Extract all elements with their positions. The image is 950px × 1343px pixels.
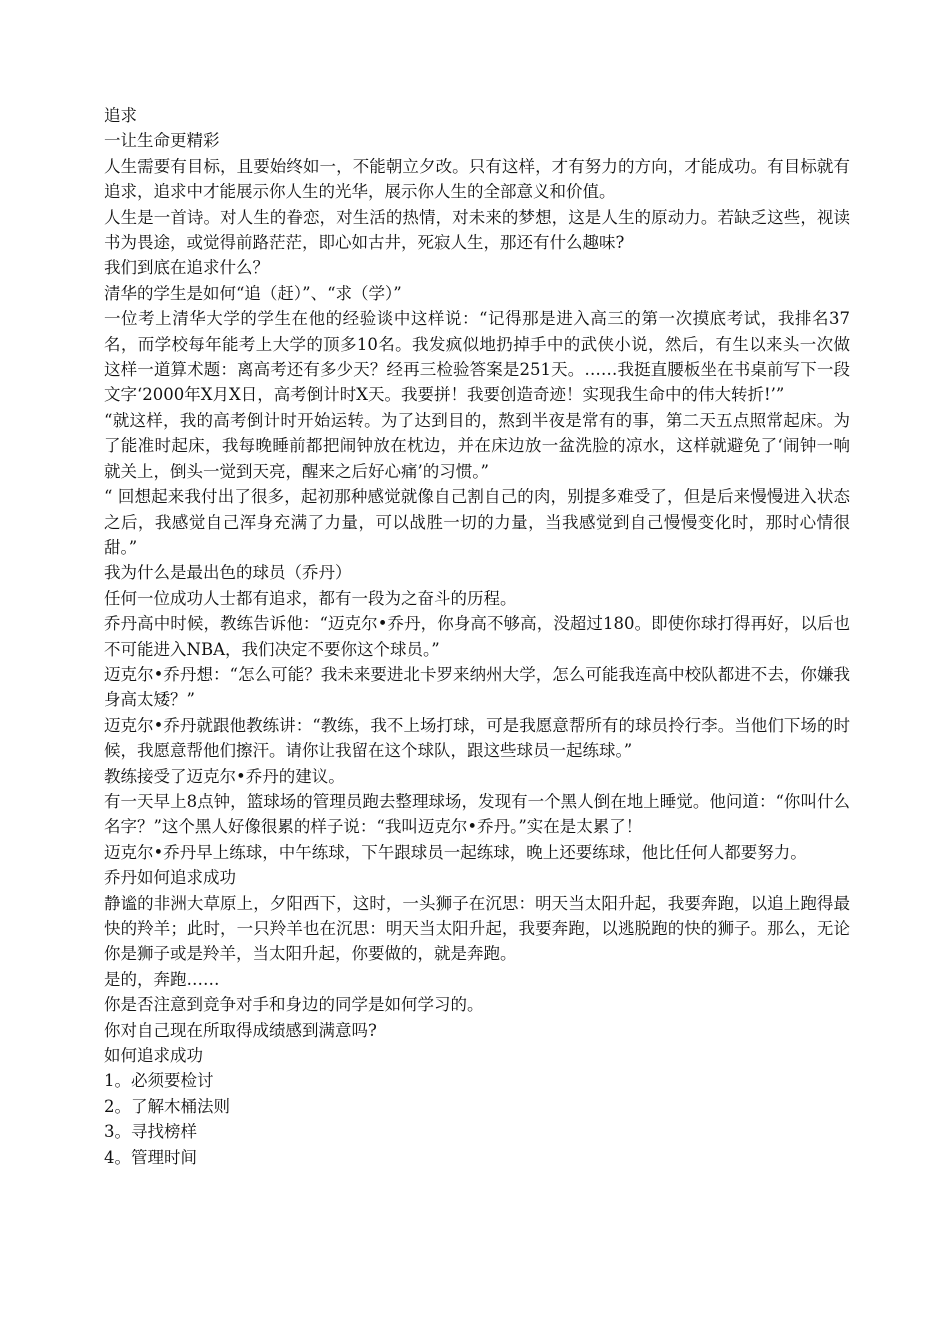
paragraph: “ 回想起来我付出了很多，起初那种感觉就像自己割自己的肉，别提多难受了，但是后来慢慢进入状态之后，我感觉自己浑身充满了力量，可以战胜一切的力量，当我感觉到自己慢慢变化时，那时心情很甜。” (104, 487, 850, 557)
paragraph: “就这样，我的高考倒计时开始运转。为了达到目的，熬到半夜是常有的事，第二天五点照常起床。为了能准时起床，我每晚睡前都把闹钟放在枕边，并在床边放一盆洗脸的凉水，这样就避免了‘闹钟一响就关上，倒头一觉到天亮，醒来之后好心痛’的习惯。” (104, 410, 850, 481)
paragraph: 你是否注意到竞争对手和身边的同学是如何学习的。 (104, 995, 484, 1015)
section-heading: 清华的学生是如何“追（赶）”、“求（学）” (104, 283, 402, 303)
paragraph: 迈克尔•乔丹就跟他教练讲：“教练，我不上场打球，可是我愿意帮所有的球员拎行李。当他们下场的时候，我愿意帮他们擦汗。请你让我留在这个球队，跟这些球员一起练球。” (104, 715, 850, 761)
paragraph: 你对自己现在所取得成绩感到满意吗? (104, 1020, 377, 1040)
document-title: 追求 (104, 106, 137, 125)
paragraph: 乔丹高中时候，教练告诉他：“迈克尔•乔丹，你身高不够高，没超过180。即使你球打得再好，以后也不可能进入NBA，我们决定不要你这个球员。” (104, 614, 850, 659)
paragraph: 人生需要有目标，且要始终如一，不能朝立夕改。只有这样，才有努力的方向，才能成功。有目标就有追求，追求中才能展示你人生的光华，展示你人生的全部意义和价值。 (104, 156, 850, 202)
section-heading: 如何追求成功 (104, 1046, 203, 1066)
section-heading: 我为什么是最出色的球员（乔丹） (104, 563, 352, 583)
paragraph: 人生是一首诗。对人生的眷恋，对生活的热情，对未来的梦想，这是人生的原动力。若缺乏这些，视读书为畏途，或觉得前路茫茫，即心如古井，死寂人生，那还有什么趣味? (104, 207, 850, 253)
paragraph: 静谧的非洲大草原上，夕阳西下，这时，一头狮子在沉思：明天当太阳升起，我要奔跑，以追上跑得最快的羚羊；此时，一只羚羊也在沉思：明天当太阳升起，我要奔跑，以逃脱跑的快的狮子。那么，无论你是狮子或是羚羊，当太阳升起，你要做的，就是奔跑。 (104, 893, 850, 964)
paragraph: 迈克尔•乔丹想：“怎么可能？我未来要进北卡罗来纳州大学，怎么可能我连高中校队都进不去，你嫌我身高太矮？” (104, 664, 850, 710)
paragraph: 是的，奔跑…… (104, 969, 220, 989)
section-heading: 乔丹如何追求成功 (104, 868, 236, 888)
paragraph: 教练接受了迈克尔•乔丹的建议。 (104, 766, 345, 786)
document-subtitle: 一让生命更精彩 (104, 131, 220, 151)
paragraph: 任何一位成功人士都有追求，都有一段为之奋斗的历程。 (104, 588, 517, 608)
paragraph: 一位考上清华大学的学生在他的经验谈中这样说：“记得那是进入高三的第一次摸底考试，我排名37名，而学校每年能考上大学的顶多10名。我发疯似地扔掉手中的武侠小说，然后，有生以来头一次做这样一道算术题：离高考还有多少天？经再三检验答案是251天。……我挺直腰板坐在书桌前写下一段文字‘2000年X月X日，高考倒计时X天。我要拼！我要创造奇迹！实现我生命中的伟大转折!’” (104, 309, 850, 405)
document-page (104, 103, 850, 1170)
list-item: 2。了解木桶法则 (104, 1096, 230, 1116)
section-heading: 我们到底在追求什么？ (104, 258, 269, 278)
paragraph: 有一天早上8点钟，篮球场的管理员跑去整理球场，发现有一个黑人倒在地上睡觉。他问道：“你叫什么名字？”这个黑人好像很累的样子说：“我叫迈克尔•乔丹。”实在是太累了！ (104, 791, 850, 837)
list-item: 4。管理时间 (104, 1147, 197, 1167)
list-item: 3。寻找榜样 (104, 1122, 197, 1142)
paragraph: 迈克尔•乔丹早上练球，中午练球，下午跟球员一起练球，晚上还要练球，他比任何人都要努力。 (104, 842, 807, 862)
list-item: 1。必须要检讨 (104, 1071, 214, 1091)
